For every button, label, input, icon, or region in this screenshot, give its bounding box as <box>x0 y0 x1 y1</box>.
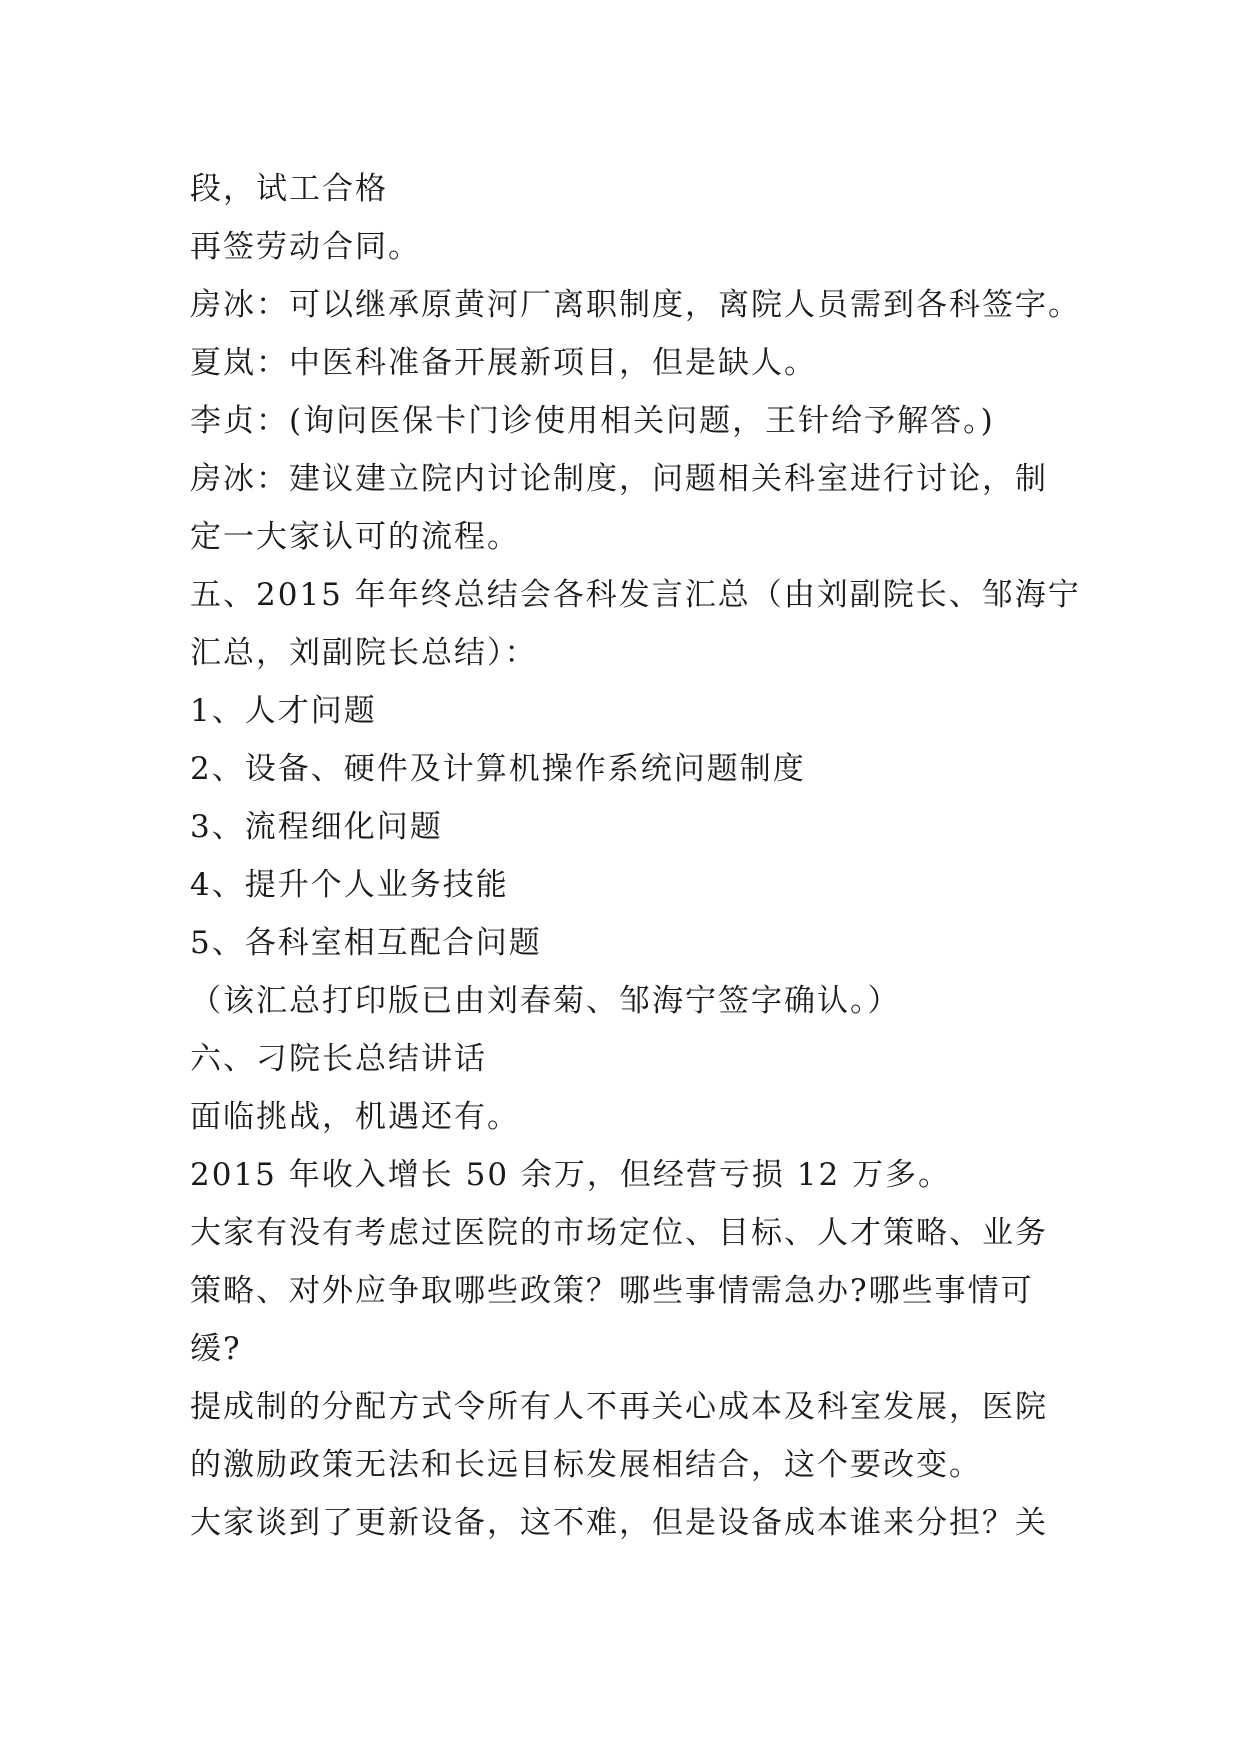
list-item: 1、人才问题 <box>190 693 377 729</box>
text-line: 2015 年收入增长 50 余万，但经营亏损 12 万多。 <box>190 1157 952 1193</box>
text-line: 大家有没有考虑过医院的市场定位、目标、人才策略、业务 <box>190 1215 1048 1251</box>
list-item: 4、提升个人业务技能 <box>190 867 509 903</box>
section-heading: 五、2015 年年终总结会各科发言汇总（由刘副院长、邹海宁 <box>190 577 1081 613</box>
text-line: 的激励政策无法和长远目标发展相结合，这个要改变。 <box>190 1447 982 1483</box>
text-line: 段，试工合格 <box>190 171 388 207</box>
text-line: 定一大家认可的流程。 <box>190 519 520 555</box>
list-item: 2、设备、硬件及计算机操作系统问题制度 <box>190 751 806 787</box>
text-line: 缓? <box>190 1331 242 1367</box>
text-line: 房冰：可以继承原黄河厂离职制度，离院人员需到各科签字。 <box>190 287 1081 323</box>
section-heading: 六、刁院长总结讲话 <box>190 1041 487 1077</box>
list-item: 5、各科室相互配合问题 <box>190 925 542 961</box>
text-line: 提成制的分配方式令所有人不再关心成本及科室发展，医院 <box>190 1389 1048 1425</box>
text-line: 大家谈到了更新设备，这不难，但是设备成本谁来分担？关 <box>190 1505 1048 1541</box>
text-line: 策略、对外应争取哪些政策？哪些事情需急办?哪些事情可 <box>190 1273 1034 1309</box>
text-line: 房冰：建议建立院内讨论制度，问题相关科室进行讨论，制 <box>190 461 1048 497</box>
text-line: 李贞：(询问医保卡门诊使用相关问题，王针给予解答。) <box>190 403 995 439</box>
list-item: 3、流程细化问题 <box>190 809 443 845</box>
document-body <box>190 160 1081 1552</box>
text-line: 夏岚：中医科准备开展新项目，但是缺人。 <box>190 345 817 381</box>
text-line: （该汇总打印版已由刘春菊、邹海宁签字确认。） <box>190 983 901 1019</box>
text-line: 汇总，刘副院长总结）： <box>190 635 538 671</box>
text-line: 面临挑战，机遇还有。 <box>190 1099 520 1135</box>
text-line: 再签劳动合同。 <box>190 229 421 265</box>
